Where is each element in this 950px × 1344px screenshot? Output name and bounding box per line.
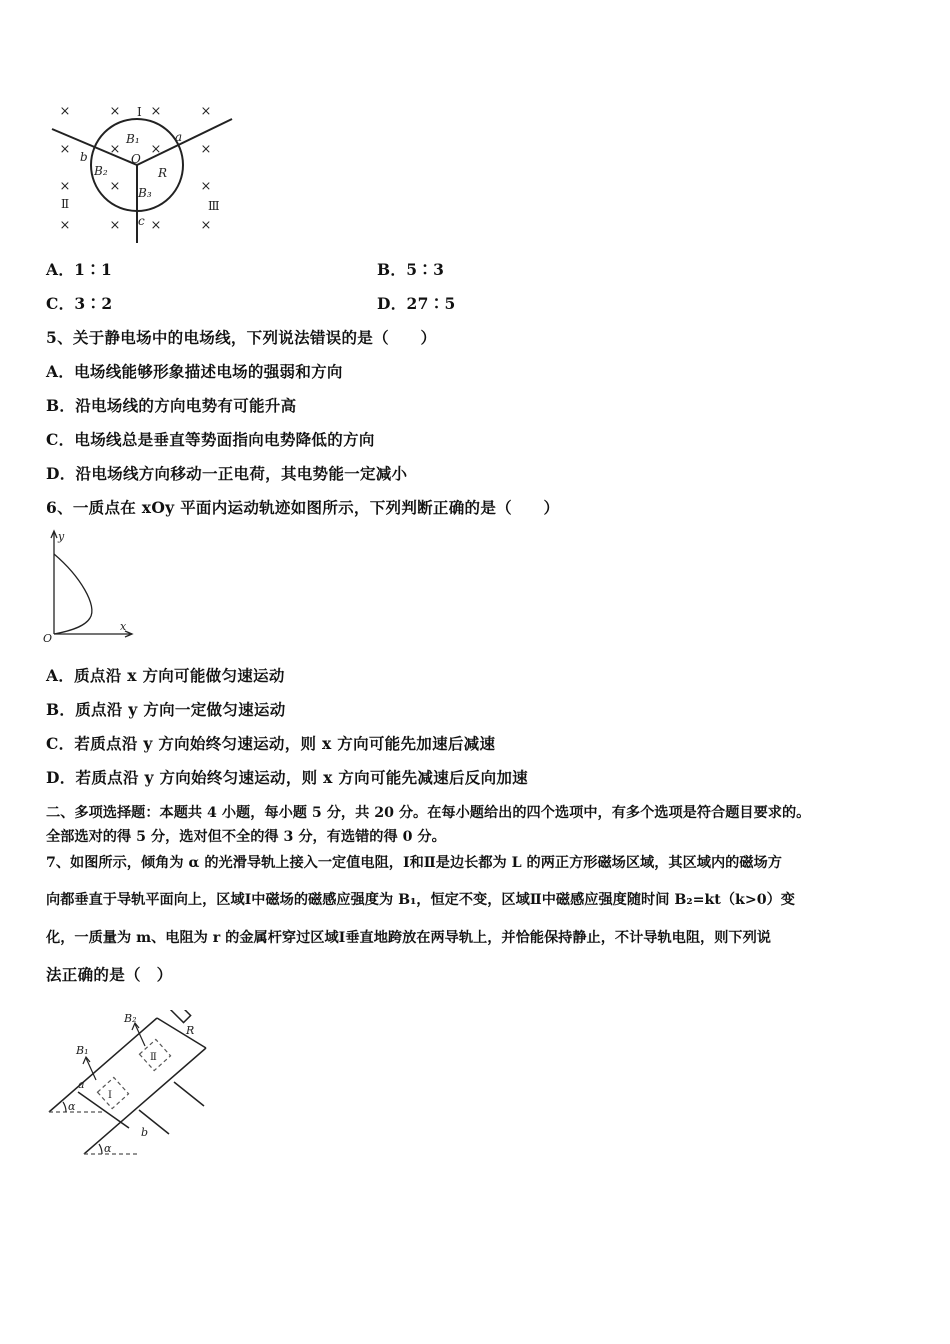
cross-mark: × [200, 142, 212, 157]
q6-option-d: D．若质点沿 y 方向始终匀速运动，则 x 方向可能先减速后反向加速 [46, 768, 528, 787]
q5-option-c: C．电场线总是垂直等势面指向电势降低的方向 [46, 430, 375, 449]
cross-mark: × [200, 179, 212, 194]
x-axis-label: x [120, 620, 127, 633]
cross-mark: × [109, 218, 121, 233]
point-a-label: a [175, 130, 183, 144]
point-b-label: b [80, 150, 88, 164]
b2-label: B₂ [124, 1012, 137, 1025]
cross-mark: × [109, 142, 121, 157]
section2-heading-line1: 二、多项选择题：本题共 4 小题，每小题 5 分，共 20 分。在每小题给出的四个选项中，有多个选项是符合题目要求的。 [46, 805, 811, 821]
cross-mark: × [59, 104, 71, 119]
center-o-label: O [131, 152, 141, 166]
magnetic-field-figure [40, 95, 245, 250]
b2-label: B₂ [94, 164, 108, 178]
q5-option-a: A．电场线能够形象描述电场的强弱和方向 [46, 362, 343, 381]
q4-option-c: C．3∶2 [46, 294, 113, 313]
point-c-label: c [138, 214, 145, 228]
q6-option-c: C．若质点沿 y 方向始终匀速运动，则 x 方向可能先加速后减速 [46, 734, 496, 753]
region-1-label: Ⅰ [108, 1090, 112, 1101]
cross-mark: × [59, 179, 71, 194]
inclined-rails-figure [44, 1010, 224, 1160]
cross-mark: × [150, 142, 162, 157]
region-3-label: Ⅲ [208, 199, 220, 213]
region-2-label: Ⅱ [150, 1052, 157, 1063]
region-1-label: Ⅰ [137, 105, 142, 119]
q7-stem-line1: 7、如图所示，倾角为 α 的光滑导轨上接入一定值电阻，Ⅰ和Ⅱ是边长都为 L 的两正方形磁场区域，其区域内的磁场方 [46, 855, 782, 871]
a-label: a [78, 1078, 85, 1091]
q7-stem-line2: 向都垂直于导轨平面向上，区域Ⅰ中磁场的磁感应强度为 B₁，恒定不变，区域Ⅱ中磁感应强度随时间 B₂=kt（k>0）变 [46, 892, 795, 908]
trajectory-figure [40, 526, 140, 646]
q5-option-d: D．沿电场线方向移动一正电荷，其电势能一定减小 [46, 464, 408, 483]
cross-mark: × [200, 104, 212, 119]
y-axis-label: y [58, 530, 65, 543]
alpha-label-top: α [68, 1100, 76, 1113]
q7-stem-line4: 法正确的是（ ） [46, 965, 173, 984]
q5-option-b: B．沿电场线的方向电势有可能升高 [46, 396, 297, 415]
cross-mark: × [150, 218, 162, 233]
q6-option-b: B．质点沿 y 方向一定做匀速运动 [46, 700, 286, 719]
b3-label: B₃ [138, 186, 152, 200]
q4-option-b: B．5∶3 [377, 260, 445, 279]
region-2-label: Ⅱ [61, 197, 70, 211]
section2-heading-line2: 全部选对的得 5 分，选对但不全的得 3 分，有选错的得 0 分。 [46, 829, 446, 845]
r-label: R [158, 166, 168, 180]
q4-option-d: D．27∶5 [377, 294, 456, 313]
cross-mark: × [150, 104, 162, 119]
q4-option-a: A．1∶1 [46, 260, 113, 279]
q6-stem: 6、一质点在 xOy 平面内运动轨迹如图所示，下列判断正确的是（ ） [46, 498, 560, 517]
cross-mark: × [59, 142, 71, 157]
b-label: b [141, 1126, 149, 1139]
r-label: R [186, 1024, 195, 1037]
b1-label: B₁ [76, 1044, 89, 1057]
q6-option-a: A．质点沿 x 方向可能做匀速运动 [46, 666, 285, 685]
b1-label: B₁ [126, 132, 140, 146]
cross-mark: × [109, 104, 121, 119]
cross-mark: × [109, 179, 121, 194]
alpha-label-bottom: α [104, 1142, 112, 1155]
cross-mark: × [59, 218, 71, 233]
q7-stem-line3: 化，一质量为 m、电阻为 r 的金属杆穿过区域Ⅰ垂直地跨放在两导轨上，并恰能保持静止，不计导轨电阻，则下列说 [46, 930, 771, 946]
q5-stem: 5、关于静电场中的电场线，下列说法错误的是（ ） [46, 328, 437, 347]
origin-label: O [43, 632, 53, 645]
cross-mark: × [200, 218, 212, 233]
